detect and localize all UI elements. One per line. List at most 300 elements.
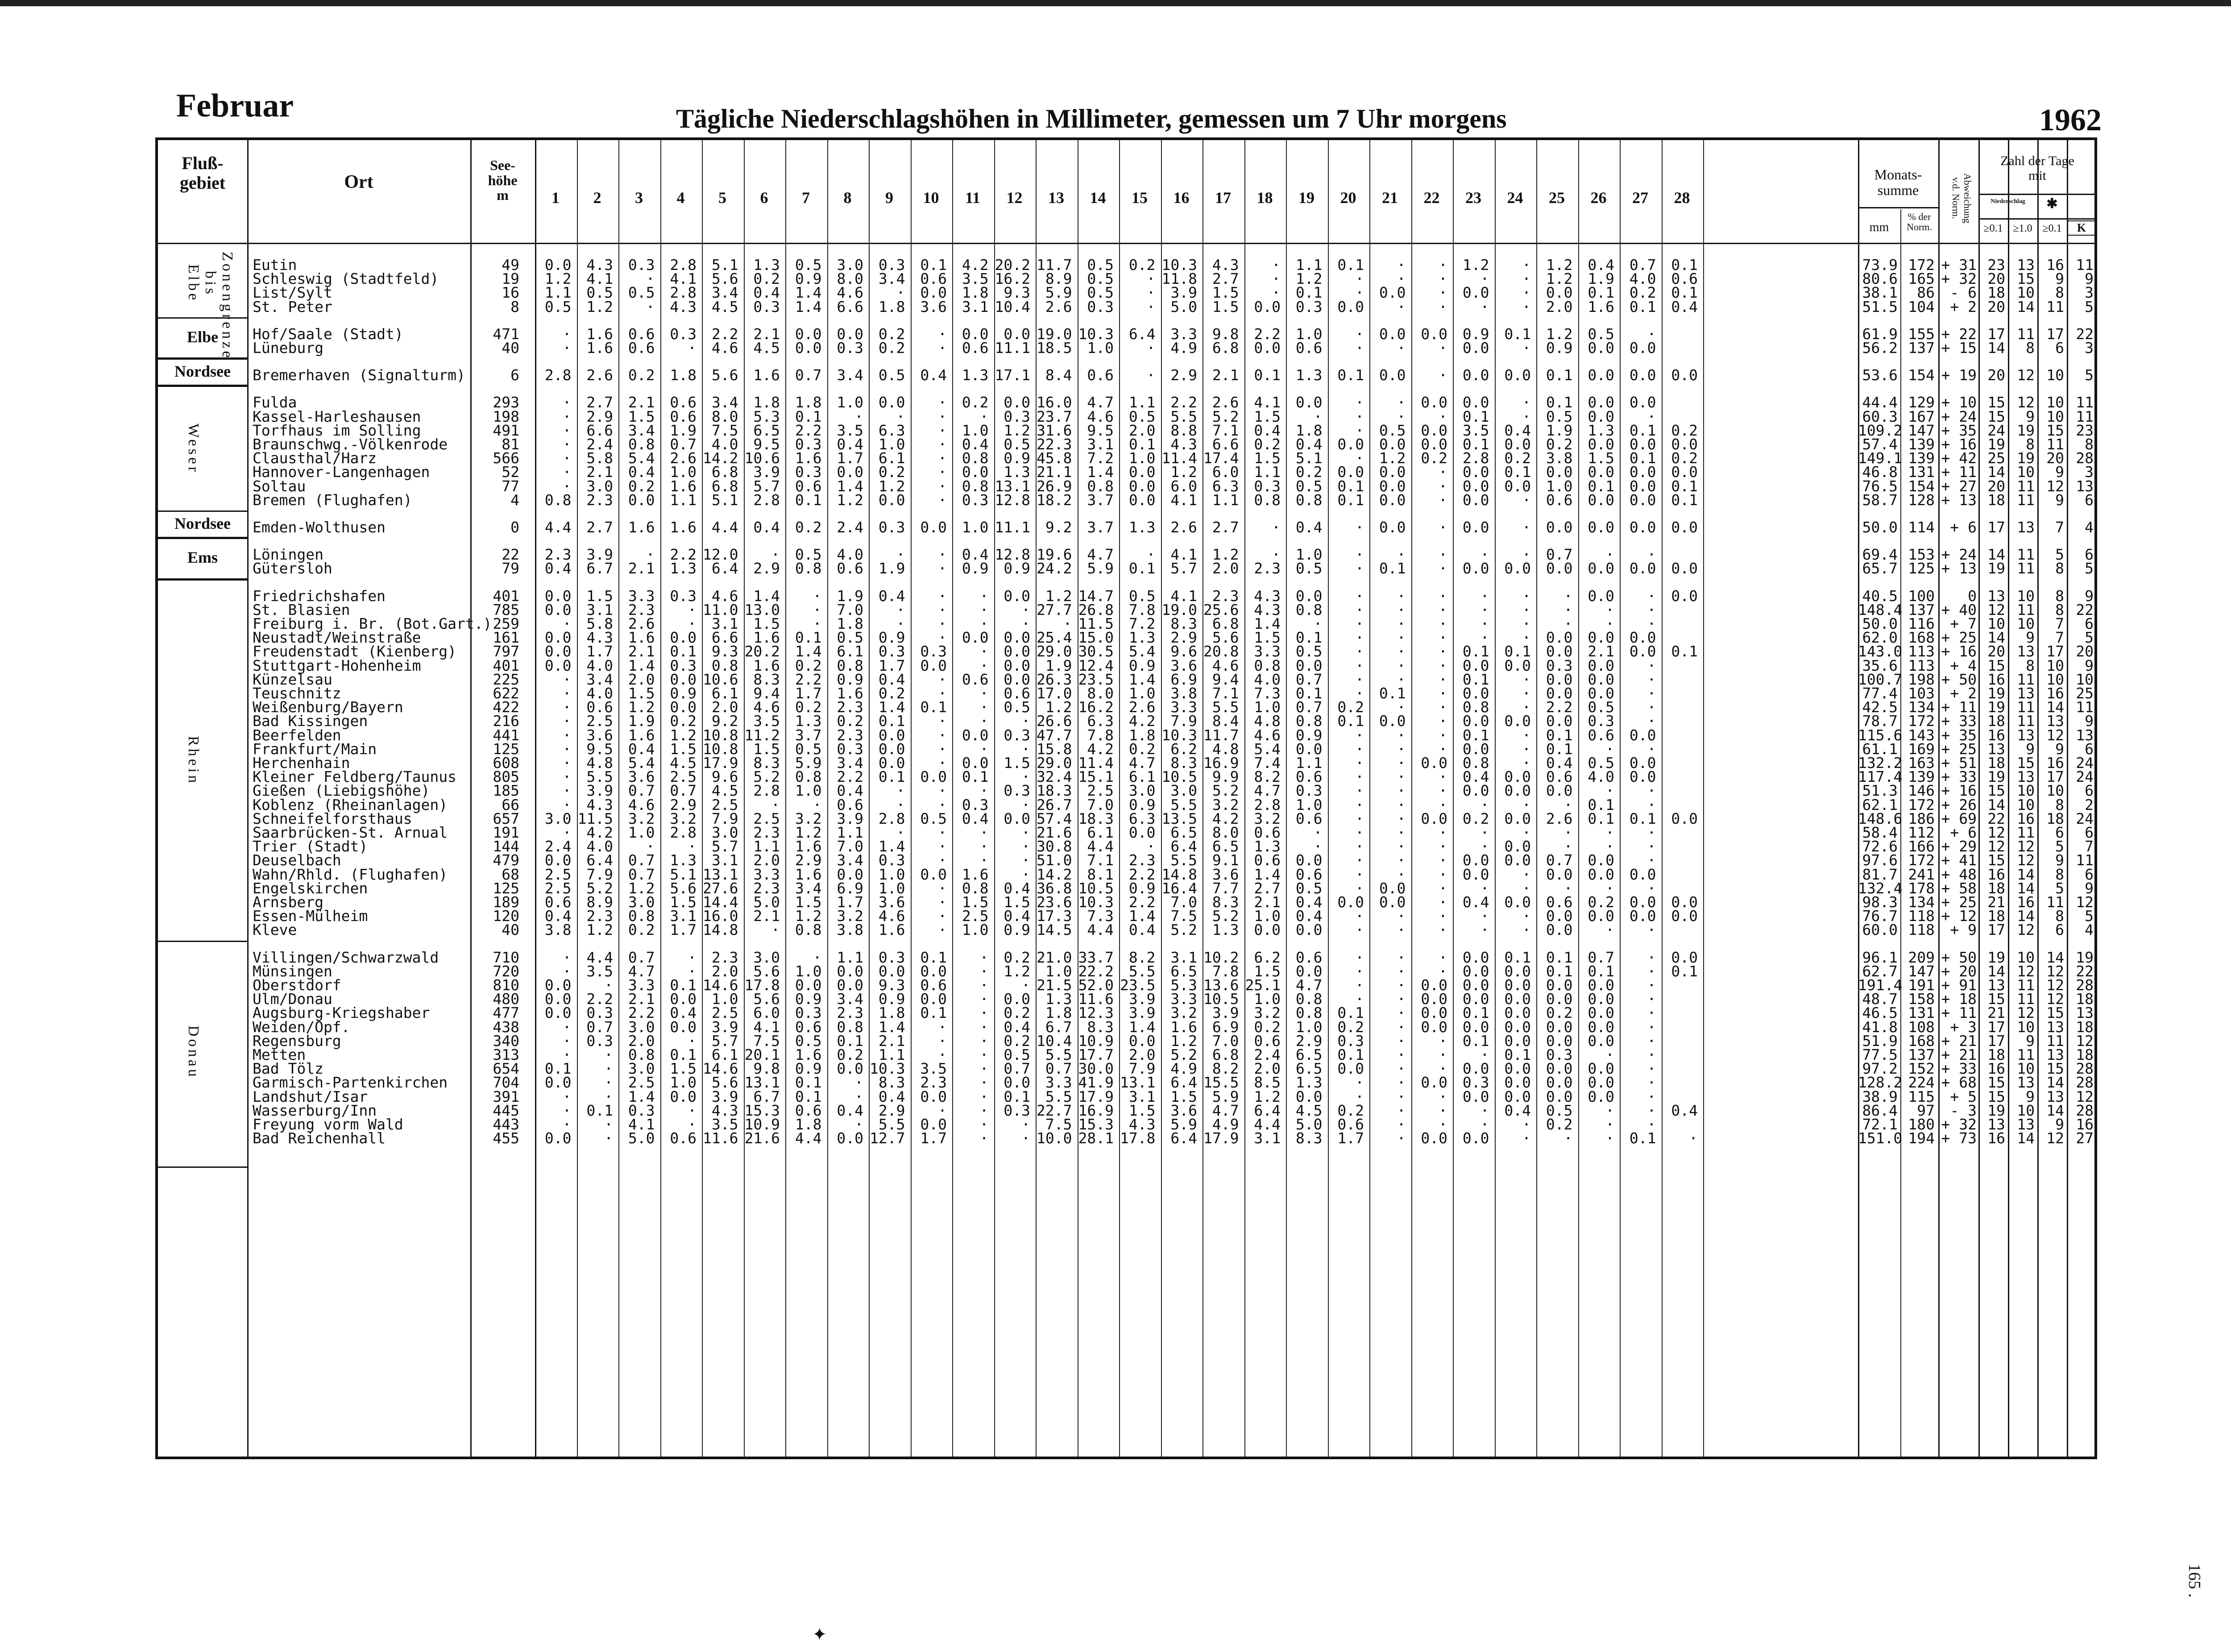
daily-precip: 1.0 xyxy=(1045,962,1072,980)
daily-precip: 26.8 xyxy=(1078,601,1114,618)
days-thunder: 28 xyxy=(2076,1060,2094,1078)
daily-precip: 1.1 xyxy=(544,284,572,302)
scan-top-edge xyxy=(0,0,2231,6)
daily-precip: · xyxy=(562,449,572,467)
daily-precip: · xyxy=(1397,629,1406,647)
monthly-sum: 61.1 xyxy=(1862,740,1898,758)
daily-precip: 10.6 xyxy=(703,670,738,688)
daily-precip: 6.2 xyxy=(1170,740,1197,758)
daily-precip: 13.1 xyxy=(995,477,1030,495)
daily-precip: 0.3 xyxy=(878,851,905,869)
daily-precip: 0.1 xyxy=(1337,477,1364,495)
deviation-from-norm: + 27 xyxy=(1941,477,1977,495)
daily-precip: 16.0 xyxy=(703,907,738,925)
daily-precip: 0.0 xyxy=(1421,1074,1447,1092)
daily-precip: 2.4 xyxy=(837,519,863,536)
days-snow: 15 xyxy=(2046,421,2064,439)
daily-precip: · xyxy=(1439,407,1447,425)
daily-precip: 0.0 xyxy=(1588,1004,1614,1022)
daily-precip: 0.2 xyxy=(1504,449,1531,467)
daily-precip: 1.0 xyxy=(1295,796,1323,814)
daily-precip: 1.2 xyxy=(1170,463,1197,481)
daily-precip: · xyxy=(979,782,989,800)
daily-precip: 3.9 xyxy=(753,463,780,481)
daily-precip: 2.6 xyxy=(1546,809,1573,827)
daily-precip: 0.7 xyxy=(1629,256,1656,274)
daily-precip: 12.8 xyxy=(995,491,1030,509)
days-ge01: 25 xyxy=(1987,449,2005,467)
daily-precip: 4.7 xyxy=(1295,976,1323,994)
daily-precip: 0.0 xyxy=(1588,990,1614,1008)
daily-precip: 2.6 xyxy=(1128,698,1156,716)
daily-precip: 0.0 xyxy=(1629,560,1656,577)
daily-precip: · xyxy=(1355,1087,1364,1105)
station-name: Hannover-Langenhagen xyxy=(253,463,430,481)
days-snow: 10 xyxy=(2046,407,2064,425)
daily-precip: 15.3 xyxy=(1078,1116,1114,1133)
daily-precip: 5.5 xyxy=(1045,1087,1072,1105)
daily-precip: · xyxy=(562,436,572,453)
thunder-icon: K xyxy=(2067,220,2096,236)
days-snow: 8 xyxy=(2055,865,2064,883)
daily-precip: 0.1 xyxy=(837,1032,863,1050)
daily-precip: 3.4 xyxy=(628,421,655,439)
deviation-from-norm: + 16 xyxy=(1941,643,1977,660)
daily-precip: 7.0 xyxy=(1212,1032,1239,1050)
daily-precip: 7.9 xyxy=(586,865,613,883)
deviation-from-norm: + 50 xyxy=(1941,948,1977,966)
region-divider xyxy=(158,1166,247,1168)
days-snow: 8 xyxy=(2055,560,2064,577)
daily-precip: · xyxy=(1355,851,1364,869)
days-ge10: 10 xyxy=(2017,948,2035,966)
days-thunder: 3 xyxy=(2085,339,2094,357)
daily-precip: 1.3 xyxy=(1128,519,1156,536)
daily-precip: 1.2 xyxy=(1546,256,1573,274)
days-ge01: 17 xyxy=(1987,1032,2005,1050)
pct-of-norm: 100 xyxy=(1908,587,1935,605)
daily-precip: 0.0 xyxy=(1504,976,1531,994)
days-thunder: 9 xyxy=(2085,879,2094,897)
daily-precip: 0.6 xyxy=(962,670,989,688)
daily-precip: 4.7 xyxy=(1087,546,1114,564)
daily-precip: · xyxy=(979,990,989,1008)
daily-precip: 0.0 xyxy=(1462,519,1489,536)
deviation-from-norm: + 25 xyxy=(1941,629,1977,647)
days-snow: 10 xyxy=(2046,670,2064,688)
daily-precip: · xyxy=(562,407,572,425)
daily-precip: · xyxy=(1522,587,1531,605)
days-thunder: 11 xyxy=(2076,394,2094,411)
daily-precip: 0.3 xyxy=(795,436,822,453)
daily-precip: 3.7 xyxy=(1087,491,1114,509)
daily-precip: · xyxy=(1355,560,1364,577)
daily-precip: 0.8 xyxy=(962,449,989,467)
daily-precip: · xyxy=(938,1046,947,1063)
daily-precip: 1.3 xyxy=(670,851,697,869)
days-snow: 5 xyxy=(2055,879,2064,897)
daily-precip: · xyxy=(562,463,572,481)
daily-precip: 1.9 xyxy=(1045,656,1072,674)
daily-precip: 4.4 xyxy=(586,948,613,966)
days-ge01: 20 xyxy=(1987,270,2005,288)
days-ge01: 16 xyxy=(1987,1060,2005,1078)
daily-precip: 7.2 xyxy=(1128,615,1156,632)
daily-precip: · xyxy=(604,1129,613,1147)
daily-precip: · xyxy=(938,879,947,897)
daily-precip: 0.4 xyxy=(962,809,989,827)
monthly-sum: 191.4 xyxy=(1858,976,1903,994)
station-name: St. Blasien xyxy=(253,601,350,618)
daily-precip: 0.2 xyxy=(1546,1116,1573,1133)
daily-precip: 6.8 xyxy=(711,463,738,481)
daily-precip: 0.1 xyxy=(670,976,697,994)
monatssumme-header: Monats- summe xyxy=(1874,166,1922,199)
monthly-sum: 57.4 xyxy=(1862,436,1898,453)
daily-precip: 2.8 xyxy=(753,782,780,800)
daily-precip: 7.0 xyxy=(837,601,863,618)
days-ge10: 11 xyxy=(2017,491,2035,509)
daily-precip: 3.0 xyxy=(711,824,738,841)
daily-precip: · xyxy=(1647,1087,1656,1105)
daily-precip: 0.1 xyxy=(1504,643,1531,660)
daily-precip: 5.5 xyxy=(586,768,613,786)
days-ge01: 13 xyxy=(1987,587,2005,605)
monthly-sum: 77.5 xyxy=(1862,1046,1898,1063)
pct-of-norm: 147 xyxy=(1908,421,1935,439)
daily-precip: 18.2 xyxy=(1037,491,1072,509)
region-label: Donau xyxy=(185,1025,202,1079)
daily-precip: 6.9 xyxy=(1170,670,1197,688)
daily-precip: · xyxy=(1355,976,1364,994)
daily-precip: 14.6 xyxy=(703,1060,738,1078)
station-elevation: 785 xyxy=(493,601,519,618)
daily-precip: · xyxy=(562,477,572,495)
daily-precip: · xyxy=(1522,519,1531,536)
daily-precip: 0.0 xyxy=(1128,824,1156,841)
days-ge01: 16 xyxy=(1987,726,2005,744)
station-elevation: 293 xyxy=(493,394,519,411)
daily-precip: 0.1 xyxy=(1588,477,1614,495)
daily-precip: 6.1 xyxy=(837,643,863,660)
daily-precip: 7.1 xyxy=(1087,851,1114,869)
daily-precip: · xyxy=(1605,782,1614,800)
daily-precip: 4.5 xyxy=(711,298,738,315)
daily-precip: · xyxy=(1647,740,1656,758)
daily-precip: · xyxy=(1021,838,1030,855)
daily-precip: 3.0 xyxy=(586,477,613,495)
daily-precip: 5.1 xyxy=(711,491,738,509)
station-name: Clausthal/Harz xyxy=(253,449,377,467)
daily-precip: · xyxy=(1439,851,1447,869)
daily-precip: · xyxy=(1647,1046,1656,1063)
daily-precip: 8.3 xyxy=(753,670,780,688)
daily-precip: 9.6 xyxy=(1170,643,1197,660)
daily-precip: 5.5 xyxy=(878,1116,905,1133)
daily-precip: 3.9 xyxy=(711,1087,738,1105)
station-elevation: 68 xyxy=(502,865,519,883)
pct-of-norm: 186 xyxy=(1908,809,1935,827)
daily-precip: 4.4 xyxy=(711,519,738,536)
days-snow: 12 xyxy=(2046,990,2064,1008)
daily-precip: · xyxy=(1439,1101,1447,1119)
days-ge10: 10 xyxy=(2017,587,2035,605)
daily-precip: · xyxy=(1355,865,1364,883)
daily-precip: 9.3 xyxy=(1004,284,1030,302)
days-snow: 12 xyxy=(2046,1129,2064,1147)
daily-precip: 1.4 xyxy=(878,838,905,855)
daily-precip: 7.5 xyxy=(711,421,738,439)
daily-precip: · xyxy=(1397,615,1406,632)
daily-precip: 1.8 xyxy=(1128,726,1156,744)
monthly-sum: 97.2 xyxy=(1862,1060,1898,1078)
daily-precip: 1.8 xyxy=(753,394,780,411)
daily-precip: · xyxy=(938,560,947,577)
daily-precip: 0.5 xyxy=(1379,421,1406,439)
daily-precip: · xyxy=(1647,1116,1656,1133)
daily-precip: · xyxy=(1480,546,1489,564)
daily-precip: · xyxy=(1439,768,1447,786)
daily-precip: 0.0 xyxy=(1671,366,1698,384)
daily-precip: 0.4 xyxy=(1295,907,1323,925)
daily-precip: · xyxy=(1397,962,1406,980)
monthly-sum: 62.0 xyxy=(1862,629,1898,647)
daily-precip: 0.0 xyxy=(920,1116,947,1133)
deviation-from-norm: - 6 xyxy=(1950,284,1977,302)
daily-precip: 0.0 xyxy=(1671,519,1698,536)
daily-precip: 1.4 xyxy=(795,298,822,315)
daily-precip: 3.4 xyxy=(837,851,863,869)
monthly-sum: 148.6 xyxy=(1858,809,1903,827)
daily-precip: · xyxy=(979,1116,989,1133)
days-ge10: 10 xyxy=(2017,1101,2035,1119)
daily-precip: · xyxy=(1021,976,1030,994)
daily-precip: · xyxy=(1647,1101,1656,1119)
daily-precip: 0.0 xyxy=(1546,1018,1573,1036)
daily-precip: · xyxy=(1355,1074,1364,1092)
daily-precip: 1.4 xyxy=(795,284,822,302)
day-header-17: 17 xyxy=(1215,189,1231,207)
daily-precip: 41.9 xyxy=(1078,1074,1114,1092)
days-ge10: 12 xyxy=(2017,921,2035,939)
daily-precip: 0.7 xyxy=(628,865,655,883)
daily-precip: 1.6 xyxy=(878,921,905,939)
days-snow: 15 xyxy=(2046,1060,2064,1078)
station-name: Bad Tölz xyxy=(253,1060,323,1078)
daily-precip: 0.4 xyxy=(1128,921,1156,939)
daily-precip: · xyxy=(1313,838,1323,855)
daily-precip: 0.1 xyxy=(586,1101,613,1119)
daily-precip: 16.0 xyxy=(1037,394,1072,411)
station-elevation: 622 xyxy=(493,685,519,702)
daily-precip: 8.3 xyxy=(1170,615,1197,632)
monthly-sum: 62.7 xyxy=(1862,962,1898,980)
daily-precip: 0.3 xyxy=(795,1004,822,1022)
daily-precip: 11.0 xyxy=(703,601,738,618)
days-thunder: 18 xyxy=(2076,990,2094,1008)
days-ge10: 13 xyxy=(2017,1074,2035,1092)
daily-precip: · xyxy=(1647,921,1656,939)
daily-precip: 2.3 xyxy=(753,879,780,897)
daily-precip: 7.1 xyxy=(1212,421,1239,439)
daily-precip: 1.4 xyxy=(837,477,863,495)
days-ge01: 12 xyxy=(1987,601,2005,618)
pct-of-norm: 154 xyxy=(1908,366,1935,384)
daily-precip: 3.1 xyxy=(1128,1087,1156,1105)
daily-precip: 0.4 xyxy=(670,1004,697,1022)
daily-precip: 0.7 xyxy=(1045,1060,1072,1078)
daily-precip: 7.2 xyxy=(1087,449,1114,467)
daily-precip: 11.5 xyxy=(1078,615,1114,632)
daily-precip: · xyxy=(1522,394,1531,411)
daily-precip: 5.7 xyxy=(753,477,780,495)
daily-precip: 0.0 xyxy=(544,587,572,605)
daily-precip: 0.8 xyxy=(1087,477,1114,495)
daily-precip: 0.0 xyxy=(1504,656,1531,674)
daily-precip: 2.5 xyxy=(586,712,613,730)
daily-precip: · xyxy=(1397,270,1406,288)
daily-precip: 23.5 xyxy=(1120,976,1156,994)
daily-precip: · xyxy=(562,1101,572,1119)
daily-precip: · xyxy=(1522,1116,1531,1133)
daily-precip: 3.2 xyxy=(1212,796,1239,814)
daily-precip: 1.5 xyxy=(670,1060,697,1078)
daily-precip: · xyxy=(1522,921,1531,939)
daily-precip: 1.5 xyxy=(1128,1101,1156,1119)
daily-precip: 10.3 xyxy=(870,1060,905,1078)
daily-precip: · xyxy=(1522,670,1531,688)
daily-precip: 0.6 xyxy=(795,1018,822,1036)
daily-precip: 5.0 xyxy=(753,893,780,911)
daily-precip: 0.0 xyxy=(1504,1087,1531,1105)
daily-precip: 0.6 xyxy=(586,698,613,716)
daily-precip: 4.0 xyxy=(1588,768,1614,786)
days-ge10: 13 xyxy=(2017,256,2035,274)
daily-precip: · xyxy=(1397,339,1406,357)
daily-precip: 1.9 xyxy=(1546,421,1573,439)
daily-precip: 0.0 xyxy=(837,463,863,481)
daily-precip: 16.2 xyxy=(1078,698,1114,716)
pct-of-norm: 172 xyxy=(1908,796,1935,814)
days-ge10: 15 xyxy=(2017,270,2035,288)
pct-of-norm: 137 xyxy=(1908,601,1935,618)
seehoehe-header: See- höhe m xyxy=(488,157,518,203)
days-snow: 20 xyxy=(2046,449,2064,467)
daily-precip: 0.4 xyxy=(1462,768,1489,786)
daily-precip: · xyxy=(813,601,822,618)
days-thunder: 18 xyxy=(2076,1046,2094,1063)
daily-precip: 0.0 xyxy=(544,976,572,994)
daily-precip: 0.4 xyxy=(1671,298,1698,315)
daily-precip: · xyxy=(1605,921,1614,939)
station-name: Kassel-Harleshausen xyxy=(253,407,421,425)
station-elevation: 401 xyxy=(493,587,519,605)
day-header-12: 12 xyxy=(1006,189,1023,207)
daily-precip: 0.4 xyxy=(878,587,905,605)
daily-precip: 10.9 xyxy=(744,1116,780,1133)
daily-precip: 0.0 xyxy=(1504,1004,1531,1022)
daily-precip: 0.1 xyxy=(1671,477,1698,495)
daily-precip: 2.2 xyxy=(1128,865,1156,883)
monthly-sum: 132.4 xyxy=(1858,879,1903,897)
region-label: Elbe xyxy=(187,328,218,346)
monthly-sum: 72.6 xyxy=(1862,838,1898,855)
days-ge10: 14 xyxy=(2017,298,2035,315)
daily-precip: · xyxy=(1480,907,1489,925)
daily-precip: · xyxy=(1439,962,1447,980)
daily-precip: 1.7 xyxy=(837,893,863,911)
daily-precip: 0.0 xyxy=(1546,670,1573,688)
station-elevation: 6 xyxy=(510,366,519,384)
daily-precip: 0.3 xyxy=(1004,407,1030,425)
daily-precip: 1.2 xyxy=(795,907,822,925)
daily-precip: 1.2 xyxy=(1045,587,1072,605)
daily-precip: 0.0 xyxy=(1462,782,1489,800)
daily-precip: 0.3 xyxy=(1004,726,1030,744)
station-name: Neustadt/Weinstraße xyxy=(253,629,421,647)
deviation-from-norm: + 31 xyxy=(1941,256,1977,274)
daily-precip: 0.0 xyxy=(1671,560,1698,577)
station-elevation: 22 xyxy=(502,546,519,564)
days-thunder: 9 xyxy=(2085,270,2094,288)
daily-precip: 3.1 xyxy=(711,851,738,869)
daily-precip: 4.0 xyxy=(1629,270,1656,288)
daily-precip: 2.7 xyxy=(1212,270,1239,288)
daily-precip: 0.2 xyxy=(1128,256,1156,274)
daily-precip: 0.2 xyxy=(1546,1004,1573,1022)
daily-precip: · xyxy=(1647,879,1656,897)
daily-precip: 3.5 xyxy=(837,421,863,439)
daily-precip: 6.0 xyxy=(1170,477,1197,495)
daily-precip: · xyxy=(1522,865,1531,883)
daily-precip: 0.1 xyxy=(1462,407,1489,425)
abweichung-header: Abweichung v.d. Norm. xyxy=(1950,173,1973,224)
daily-precip: 0.0 xyxy=(1337,436,1364,453)
daily-precip: 0.3 xyxy=(1295,782,1323,800)
daily-precip: · xyxy=(1355,782,1364,800)
pct-of-norm: 139 xyxy=(1908,768,1935,786)
monthly-sum: 51.3 xyxy=(1862,782,1898,800)
daily-precip: 0.4 xyxy=(878,670,905,688)
pct-of-norm: 209 xyxy=(1908,948,1935,966)
daily-precip: · xyxy=(1522,685,1531,702)
daily-precip: 6.2 xyxy=(1254,948,1281,966)
daily-precip: 9.6 xyxy=(711,768,738,786)
daily-precip: 2.1 xyxy=(586,463,613,481)
daily-precip: 14.8 xyxy=(1161,865,1197,883)
daily-precip: 0.0 xyxy=(920,962,947,980)
daily-precip: · xyxy=(938,421,947,439)
daily-precip: 1.9 xyxy=(837,587,863,605)
daily-precip: 3.3 xyxy=(1170,325,1197,343)
daily-precip: 4.6 xyxy=(628,796,655,814)
monthly-sum: 69.4 xyxy=(1862,546,1898,564)
station-elevation: 191 xyxy=(493,824,519,841)
daily-precip: 14.4 xyxy=(703,893,738,911)
daily-precip: · xyxy=(1647,1032,1656,1050)
daily-precip: 52.0 xyxy=(1078,976,1114,994)
deviation-from-norm: + 2 xyxy=(1950,685,1977,702)
days-snow: 12 xyxy=(2046,477,2064,495)
days-ge01: 21 xyxy=(1987,893,2005,911)
daily-precip: 4.0 xyxy=(1254,670,1281,688)
daily-precip: · xyxy=(1480,824,1489,841)
daily-precip: 21.0 xyxy=(1037,948,1072,966)
daily-precip: 0.0 xyxy=(1295,851,1323,869)
daily-precip: · xyxy=(1439,698,1447,716)
daily-precip: · xyxy=(1355,643,1364,660)
daily-precip: 3.1 xyxy=(1170,948,1197,966)
